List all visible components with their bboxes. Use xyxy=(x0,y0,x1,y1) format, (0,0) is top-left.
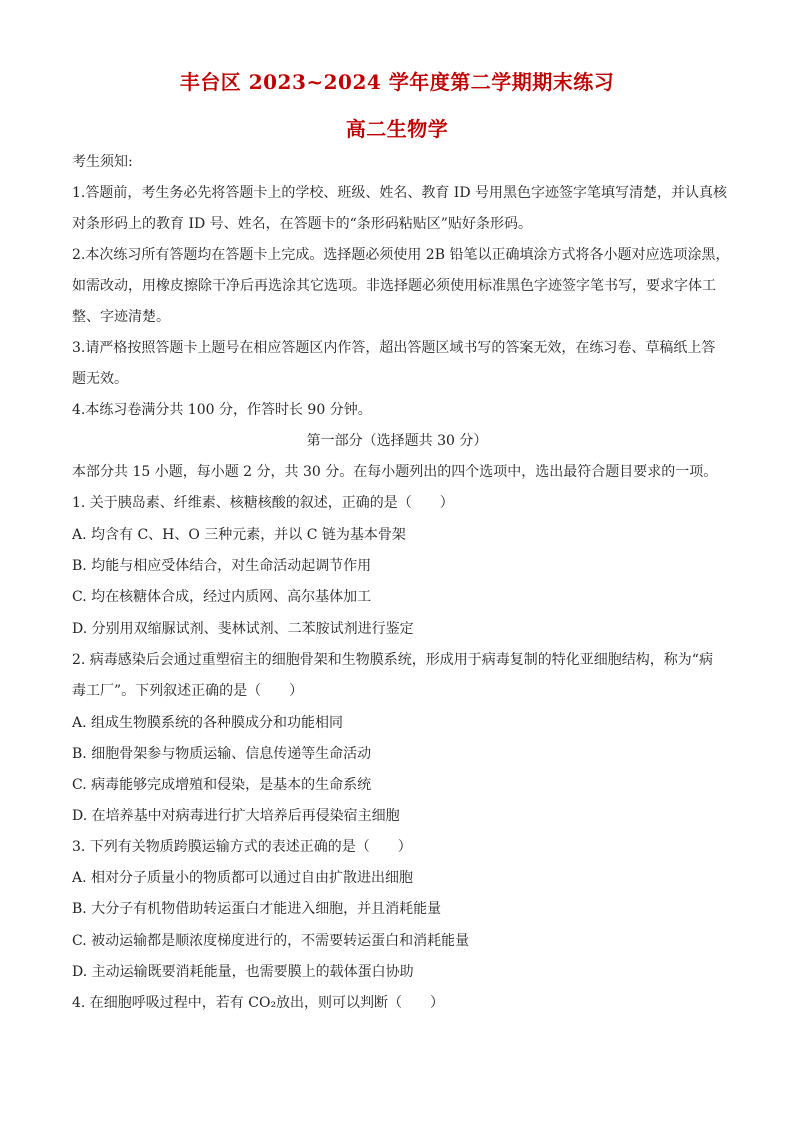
notice-line: 3.请严格按照答题卡上题号在相应答题区内作答，超出答题区域书写的答案无效，在练习卷、草稿纸上答 xyxy=(72,340,716,356)
option-c: C. 均在核糖体合成，经过内质网、高尔基体加工 xyxy=(72,589,372,605)
page-title: 丰台区 2023~2024 学年度第二学期期末练习 xyxy=(179,70,615,94)
option-d: D. 在培养基中对病毒进行扩大培养后再侵染宿主细胞 xyxy=(72,808,400,824)
option-a: A. 组成生物膜系统的各种膜成分和功能相同 xyxy=(72,715,344,731)
notice-line: 2.本次练习所有答题均在答题卡上完成。选择题必须使用 2B 铅笔以正确填涂方式将各小题对应选项涂黑， xyxy=(72,247,730,263)
option-b: B. 大分子有机物借助转运蛋白才能进入细胞，并且消耗能量 xyxy=(72,901,442,917)
notice-line: 对条形码上的教育 ID 号、姓名，在答题卡的“条形码粘贴区”贴好条形码。 xyxy=(72,216,532,232)
notice-heading: 考生须知: xyxy=(72,154,133,170)
subject-title: 高二生物学 xyxy=(345,117,449,141)
section-heading: 第一部分（选择题共 30 分） xyxy=(306,433,488,449)
notice-line: 题无效。 xyxy=(72,371,128,387)
option-a: A. 相对分子质量小的物质都可以通过自由扩散进出细胞 xyxy=(72,870,414,886)
option-d: D. 主动运输既要消耗能量，也需要膜上的载体蛋白协助 xyxy=(72,964,414,980)
notice-line: 如需改动，用橡皮擦除干净后再选涂其它选项。非选择题必须使用标准黑色字迹签字笔书写，要求字体工 xyxy=(72,278,716,294)
option-a: A. 均含有 C、H、O 三种元素，并以 C 链为基本骨架 xyxy=(72,527,406,543)
question-stem: 毒工厂”。下列叙述正确的是（ ） xyxy=(72,683,304,699)
notice-line: 1.答题前，考生务必先将答题卡上的学校、班级、姓名、教育 ID 号用黑色字迹签字笔填写清楚，并认真核 xyxy=(72,185,728,201)
option-c: C. 病毒能够完成增殖和侵染，是基本的生命系统 xyxy=(72,777,372,793)
question-stem: 4. 在细胞呼吸过程中，若有 CO₂放出，则可以判断（ ） xyxy=(72,995,445,1011)
notice-line: 4.本练习卷满分共 100 分，作答时长 90 分钟。 xyxy=(72,402,372,418)
option-b: B. 细胞骨架参与物质运输、信息传递等生命活动 xyxy=(72,746,372,762)
option-b: B. 均能与相应受体结合，对生命活动起调节作用 xyxy=(72,558,372,574)
notice-line: 整、字迹清楚。 xyxy=(72,309,170,325)
question-stem: 1. 关于胰岛素、纤维素、核糖核酸的叙述，正确的是（ ） xyxy=(72,495,454,511)
option-c: C. 被动运输都是顺浓度梯度进行的，不需要转运蛋白和消耗能量 xyxy=(72,933,470,949)
option-d: D. 分别用双缩脲试剂、斐林试剂、二苯胺试剂进行鉴定 xyxy=(72,621,414,637)
section-intro: 本部分共 15 小题，每小题 2 分，共 30 分。在每小题列出的四个选项中，选出最符合题目要求的一项。 xyxy=(72,464,718,480)
question-stem: 3. 下列有关物质跨膜运输方式的表述正确的是（ ） xyxy=(72,839,412,855)
question-stem: 2. 病毒感染后会通过重塑宿主的细胞骨架和生物膜系统，形成用于病毒复制的特化亚细胞结构，称为“病 xyxy=(72,652,713,668)
